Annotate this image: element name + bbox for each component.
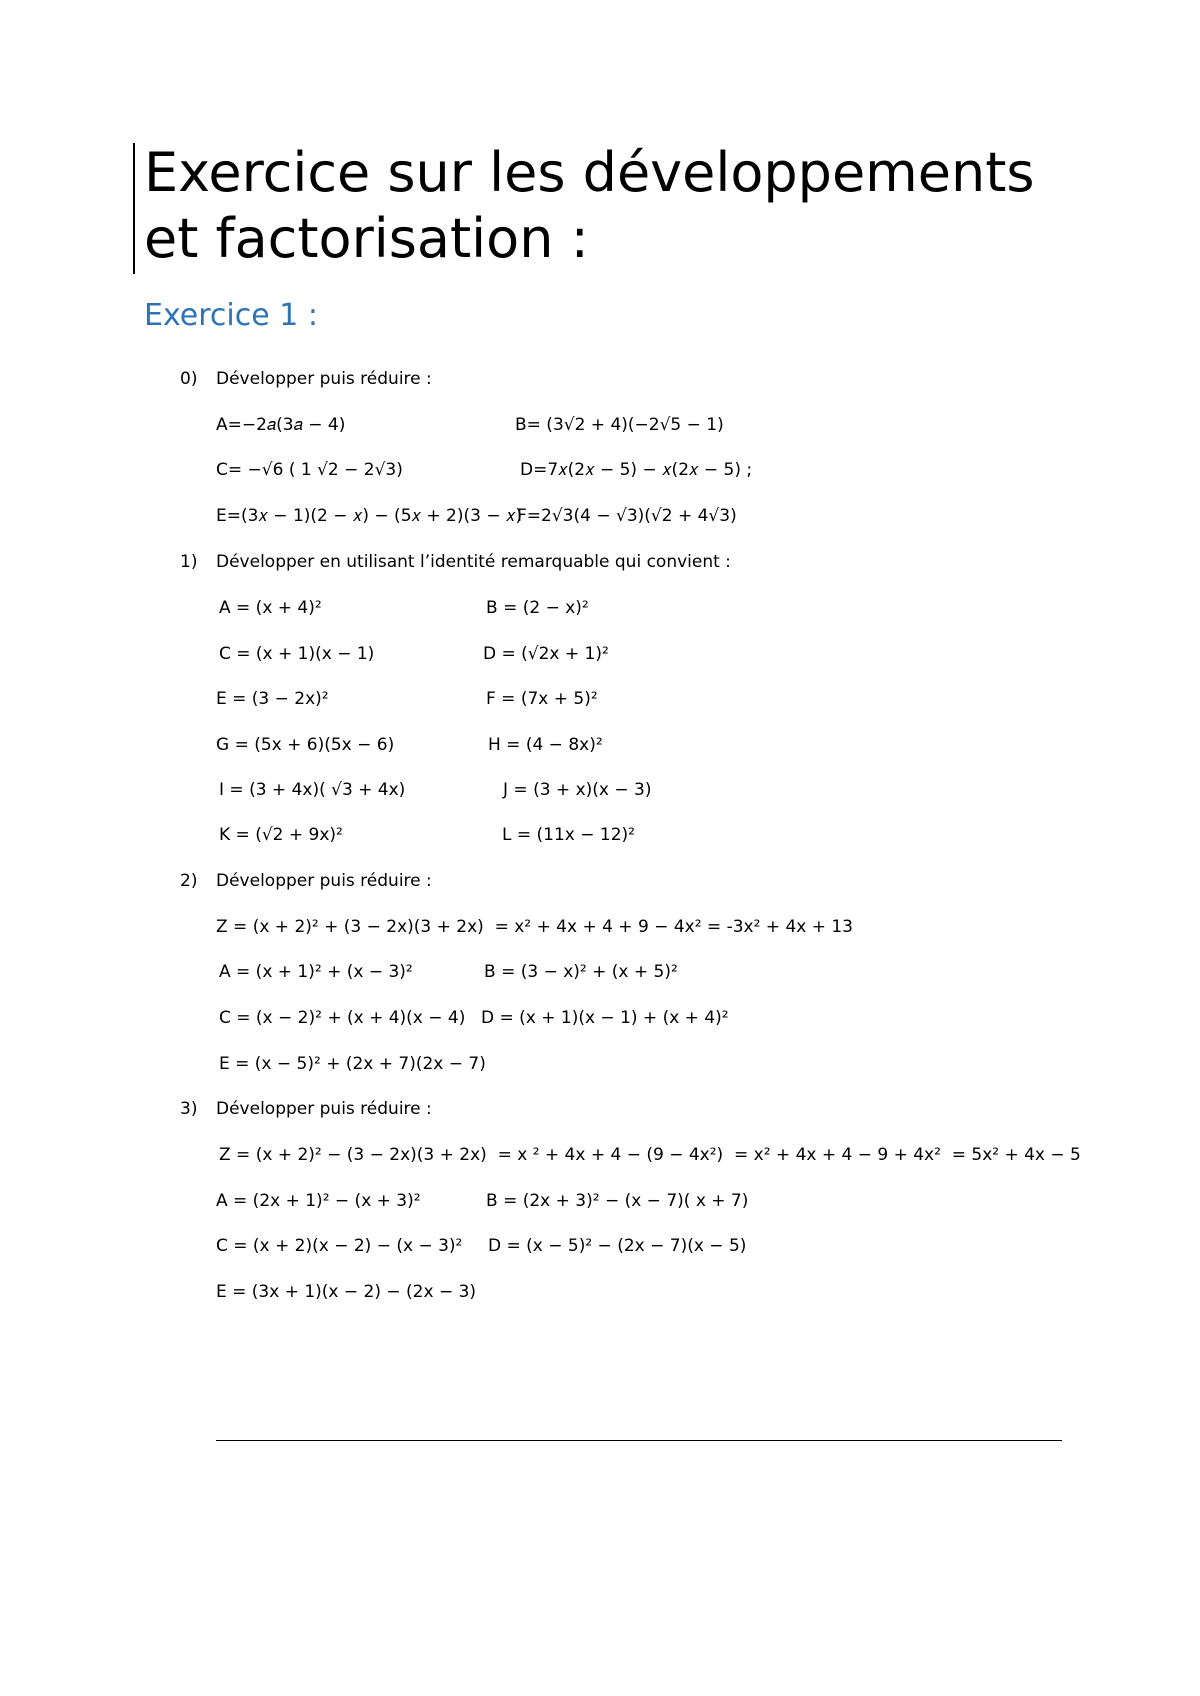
expression-1-H: H = (4 − 8x)² xyxy=(488,735,603,755)
expression-3-D: D = (x − 5)² − (2x − 7)(x − 5) xyxy=(488,1236,747,1256)
section-2-number: 2) xyxy=(180,871,198,891)
footer-rule xyxy=(216,1440,1062,1441)
page-title-line-2: et factorisation : xyxy=(144,207,589,270)
page-title xyxy=(144,140,1104,272)
expression-3-A: A = (2x + 1)² − (x + 3)² xyxy=(216,1191,421,1211)
section-3-number: 3) xyxy=(180,1099,198,1119)
expression-0-D: D=7𝑥(2𝑥 − 5) − 𝑥(2𝑥 − 5) ; xyxy=(520,460,753,480)
expression-1-C: C = (x + 1)(x − 1) xyxy=(219,644,375,664)
expression-1-B: B = (2 − x)² xyxy=(486,598,589,618)
expression-0-E: E=(3𝑥 − 1)(2 − 𝑥) − (5𝑥 + 2)(3 − 𝑥) xyxy=(216,506,523,526)
expression-1-G: G = (5x + 6)(5x − 6) xyxy=(216,735,395,755)
expression-3-B: B = (2x + 3)² − (x − 7)( x + 7) xyxy=(486,1191,749,1211)
expression-2-D: D = (x + 1)(x − 1) + (x + 4)² xyxy=(481,1008,729,1028)
example-3-Z: Z = (x + 2)² − (3 − 2x)(3 + 2x) = x ² + 4x + 4 − (9 − 4x²) = x² + 4x + 4 − 9 + 4x² = 5x² + 4x − 5 xyxy=(219,1145,1081,1165)
expression-0-F: F=2√3(4 − √3)(√2 + 4√3) xyxy=(517,506,737,526)
section-1-number: 1) xyxy=(180,552,198,572)
title-accent-bar xyxy=(133,143,135,274)
exercise-heading: Exercice 1 : xyxy=(144,298,318,333)
expression-1-F: F = (7x + 5)² xyxy=(486,689,598,709)
expression-2-C: C = (x − 2)² + (x + 4)(x − 4) xyxy=(219,1008,466,1028)
expression-2-B: B = (3 − x)² + (x + 5)² xyxy=(484,962,678,982)
expression-1-I: I = (3 + 4x)( √3 + 4x) xyxy=(219,780,406,800)
expression-1-D: D = (√2x + 1)² xyxy=(483,644,609,664)
expression-0-C: C= −√6 ( 1 √2 − 2√3) xyxy=(216,460,403,480)
section-3-instruction: Développer puis réduire : xyxy=(216,1099,432,1119)
section-0-instruction: Développer puis réduire : xyxy=(216,369,432,389)
section-0-number: 0) xyxy=(180,369,198,389)
expression-1-A: A = (x + 4)² xyxy=(219,598,322,618)
page-title-line-1: Exercice sur les développements xyxy=(144,141,1035,204)
expression-2-E: E = (x − 5)² + (2x + 7)(2x − 7) xyxy=(219,1054,486,1074)
example-2-Z: Z = (x + 2)² + (3 − 2x)(3 + 2x) = x² + 4x + 4 + 9 − 4x² = -3x² + 4x + 13 xyxy=(216,917,854,937)
section-1-instruction: Développer en utilisant l’identité remarquable qui convient : xyxy=(216,552,731,572)
expression-3-C: C = (x + 2)(x − 2) − (x − 3)² xyxy=(216,1236,463,1256)
expression-0-B: B= (3√2 + 4)(−2√5 − 1) xyxy=(515,415,724,435)
expression-1-K: K = (√2 + 9x)² xyxy=(219,825,343,845)
expression-2-A: A = (x + 1)² + (x − 3)² xyxy=(219,962,413,982)
expression-1-E: E = (3 − 2x)² xyxy=(216,689,329,709)
section-2-instruction: Développer puis réduire : xyxy=(216,871,432,891)
expression-0-A: A=−2𝑎(3𝑎 − 4) xyxy=(216,415,346,435)
expression-1-L: L = (11x − 12)² xyxy=(502,825,635,845)
expression-3-E: E = (3x + 1)(x − 2) − (2x − 3) xyxy=(216,1282,477,1302)
expression-1-J: J = (3 + x)(x − 3) xyxy=(503,780,652,800)
